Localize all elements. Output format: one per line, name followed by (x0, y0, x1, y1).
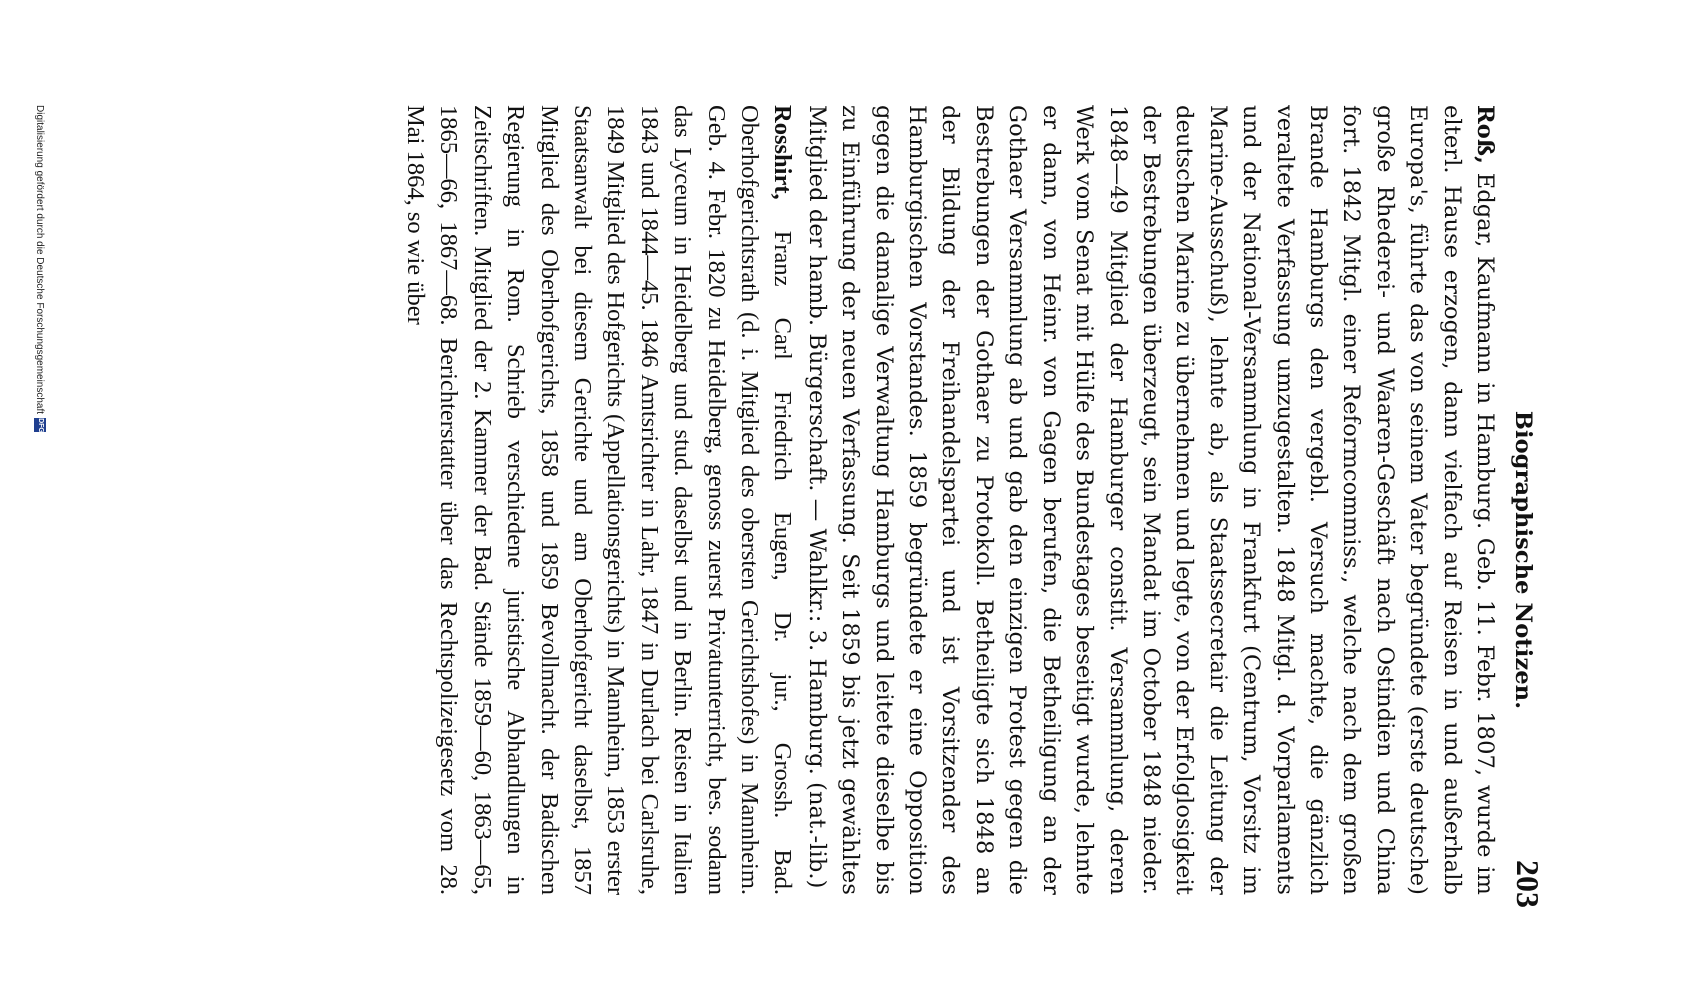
page-body (399, 105, 1501, 895)
running-head (1506, 0, 1546, 1000)
biography-entry-rosshirt (399, 105, 800, 895)
entry-text: Franz Carl Friedrich Eugen, Dr. jur., Grossh. Bad. Oberhofgerichtsrath (d. i. Mitglied des obersten Gerichtshofes) in Mannheim. Geb. 4. Febr. 1820 zu Heidelberg, genoss zuerst Privatunterricht, bes. sodann das Lyceum in Heidelberg und stud. daselbst und in Berlin. Reisen in Italien 1843 und 1844—45. 1846 Amtsrichter in Lahr, 1847 in Durlach bei Carlsruhe, 1849 Mitglied des Hofgerichts (Appellationsgerichts) in Mannheim, 1853 erster Staatsanwalt bei diesem Gerichte und am Oberhofgericht daselbst, 1857 Mitglied des Oberhofgerichts, 1858 und 1859 Bevollmacht. der Badischen Regierung in Rom. Schrieb verschiedene juristische Abhandlungen in Zeitschriften. Mitglied der 2. Kammer der Bad. Stände 1859—60, 1863—65, 1865—66, 1867—68. Berichterstatter über das Rechtspolizeigesetz vom 28. Mai 1864, so wie über (402, 105, 797, 896)
digitization-credit-text: Digitalisierung gefördert durch die Deutsche Forschungsgemeinschaft (34, 105, 46, 415)
entry-text: Edgar, Kaufmann in Hamburg. Geb. 11. Febr. 1807, wurde im elterl. Hause erzogen, dann vielfach auf Reisen in und außerhalb Europa's, führte das von seinem Vater begründete (erste deutsche) große Rhederei- und Waaren-Geschäft nach Ostindien und China fort. 1842 Mitgl. einer Reformcommiss., welche nach dem großen Brande Hamburgs den vergebl. Versuch machte, die gänzlich veraltete Verfassung umzugestalten. 1848 Mitgl. d. Vorparlaments und der National-Versammlung in Frankfurt (Centrum, Vorsitz im Marine-Ausschuß), lehnte ab, als Staatssecretair die Leitung der deutschen Marine zu übernehmen und legte, von der Erfolglosigkeit der Bestrebungen überzeugt, sein Mandat im October 1848 nieder. 1848—49 Mitglied der Hamburger constit. Versammlung, deren Werk vom Senat mit Hülfe des Bundestages beseitigt wurde, lehnte er dann, von Heinr. von Gagen berufen, die Betheiligung an der Gothaer Versammlung ab und gab den einzigen Protest gegen die Bestrebungen der Gothaer zu Protokoll. Betheiligte sich 1848 an der Bildung der Freihandelspartei und ist Vorsitzender des Hamburgischen Vorstandes. 1859 begründete er eine Opposition gegen die damalige Verwaltung Hamburgs und leitete dieselbe bis zu Einführung der neuen Verfassung. Seit 1859 bis jetzt gewähltes Mitglied der hamb. Bürgerschaft. — Wahlkr.: 3. Hamburg. (nat.-lib.) (803, 105, 1498, 895)
running-head-title: Biographische Notizen. (1510, 410, 1536, 710)
dfg-logo-icon: DFG (34, 418, 46, 432)
page-number: 203 (1510, 860, 1546, 908)
entry-name: Rosshirt, (769, 105, 797, 200)
digitization-credit (34, 105, 46, 432)
biography-entry-ross (799, 105, 1501, 895)
entry-name: Roß, (1472, 105, 1498, 165)
